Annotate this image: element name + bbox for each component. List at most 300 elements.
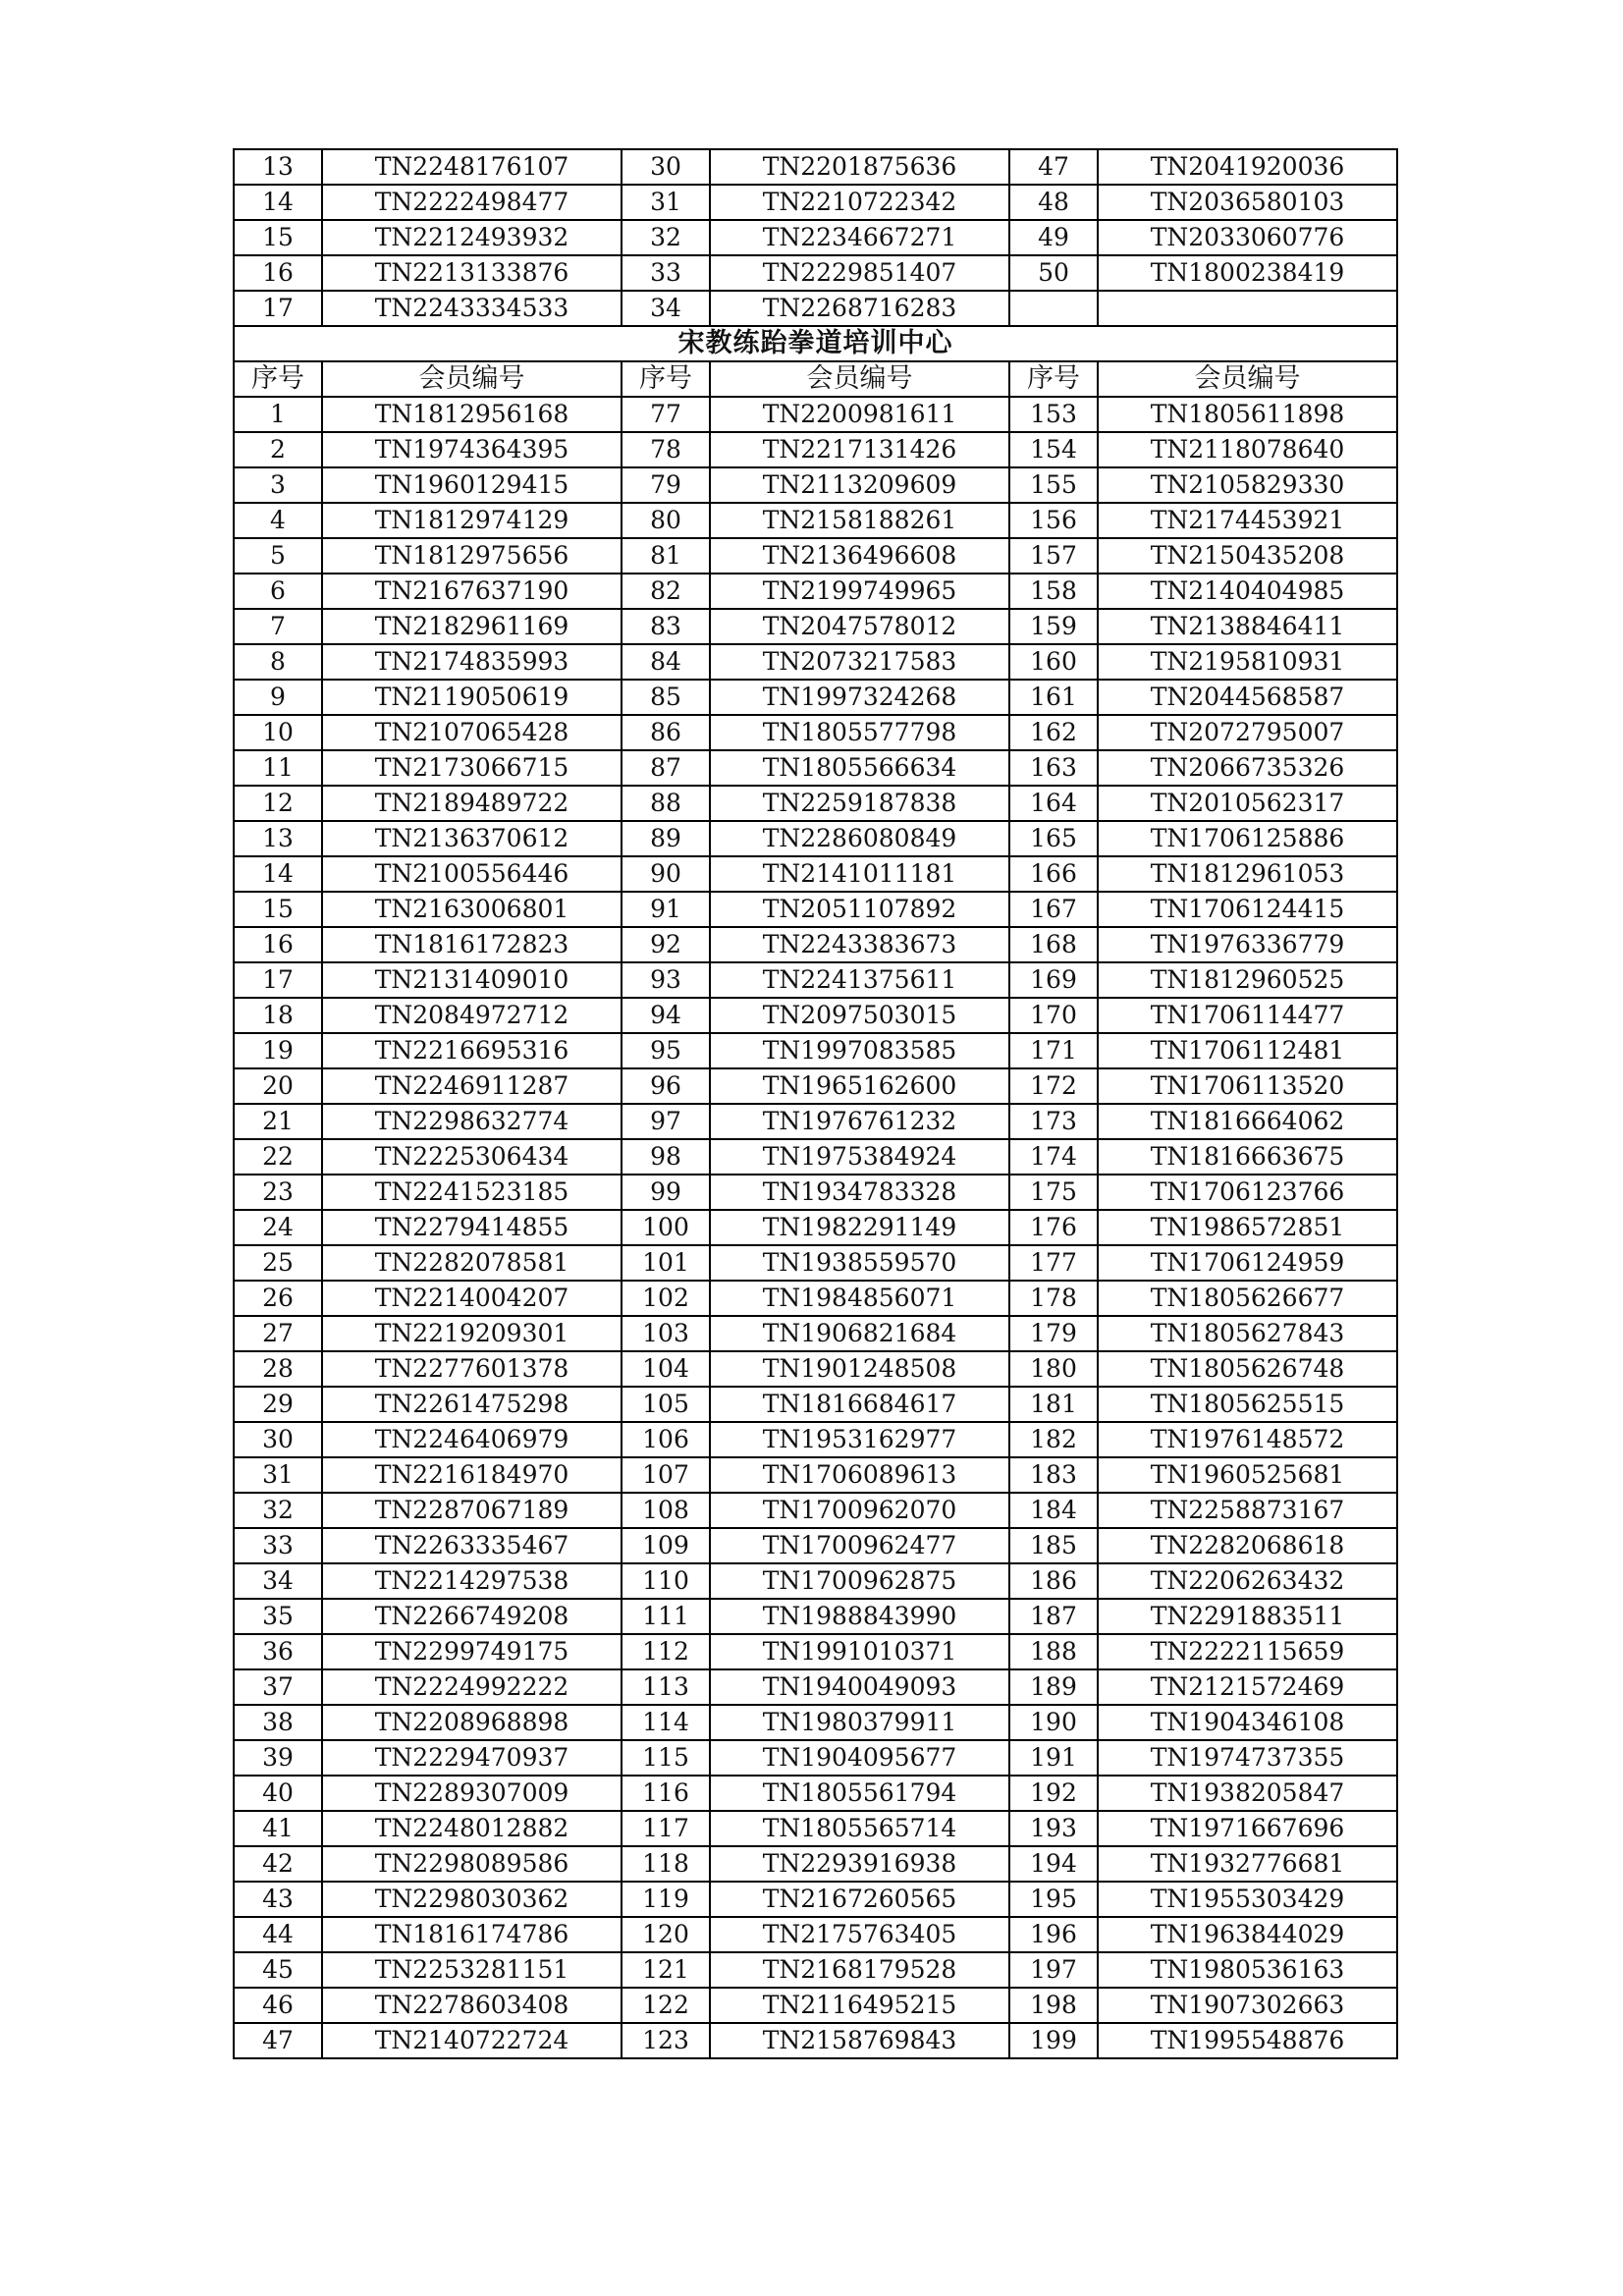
seq-cell: 16	[234, 927, 322, 962]
member-id-cell: TN2118078640	[1098, 432, 1397, 467]
seq-cell: 38	[234, 1705, 322, 1740]
member-id-cell: TN2010562317	[1098, 786, 1397, 821]
member-id-cell: TN1816664062	[1098, 1104, 1397, 1139]
member-id-cell: TN2253281151	[322, 1952, 622, 1988]
seq-cell: 107	[622, 1457, 710, 1493]
table-row	[234, 185, 1397, 220]
seq-cell: 18	[234, 998, 322, 1033]
seq-cell: 187	[1009, 1599, 1098, 1634]
seq-cell: 175	[1009, 1175, 1098, 1210]
table-row	[234, 998, 1397, 1033]
seq-cell: 78	[622, 432, 710, 467]
member-id-cell: TN2138846411	[1098, 609, 1397, 644]
member-id-cell: TN2243334533	[322, 291, 622, 326]
seq-cell: 50	[1009, 255, 1098, 291]
member-id-cell: TN2225306434	[322, 1139, 622, 1175]
table-row	[234, 1104, 1397, 1139]
member-id-cell: TN2266749208	[322, 1599, 622, 1634]
member-id-cell: TN1984856071	[710, 1281, 1009, 1316]
seq-cell: 106	[622, 1422, 710, 1457]
table-row	[234, 1175, 1397, 1210]
table-row	[234, 680, 1397, 715]
seq-cell: 2	[234, 432, 322, 467]
seq-cell: 88	[622, 786, 710, 821]
member-id-cell: TN1805625515	[1098, 1387, 1397, 1422]
seq-cell: 198	[1009, 1988, 1098, 2023]
seq-cell: 116	[622, 1776, 710, 1811]
table-row	[234, 1952, 1397, 1988]
member-id-cell: TN2229470937	[322, 1740, 622, 1776]
seq-cell: 41	[234, 1811, 322, 1846]
member-id-cell: TN2073217583	[710, 644, 1009, 680]
table-row	[234, 1669, 1397, 1705]
table-row	[234, 220, 1397, 255]
member-id-cell: TN2121572469	[1098, 1669, 1397, 1705]
member-id-cell: TN2277601378	[322, 1351, 622, 1387]
member-id-cell: TN1938205847	[1098, 1776, 1397, 1811]
table-row	[234, 1068, 1397, 1104]
member-id-cell: TN1706123766	[1098, 1175, 1397, 1210]
table-row	[234, 538, 1397, 574]
seq-cell: 15	[234, 892, 322, 927]
member-id-cell: TN2210722342	[710, 185, 1009, 220]
member-id-cell: TN1976761232	[710, 1104, 1009, 1139]
member-id-cell: TN2150435208	[1098, 538, 1397, 574]
seq-cell: 43	[234, 1882, 322, 1917]
seq-cell: 87	[622, 750, 710, 786]
seq-cell: 5	[234, 538, 322, 574]
table-row	[234, 503, 1397, 538]
seq-cell: 122	[622, 1988, 710, 2023]
member-id-cell: TN1805611898	[1098, 397, 1397, 432]
seq-cell: 157	[1009, 538, 1098, 574]
seq-cell: 83	[622, 609, 710, 644]
seq-cell: 178	[1009, 1281, 1098, 1316]
seq-cell: 103	[622, 1316, 710, 1351]
member-id-cell: TN1706124959	[1098, 1245, 1397, 1281]
table-row	[234, 397, 1397, 432]
seq-cell: 112	[622, 1634, 710, 1669]
member-id-cell: TN1816663675	[1098, 1139, 1397, 1175]
section-title: 宋教练跆拳道培训中心	[234, 326, 1397, 361]
table-row	[234, 1988, 1397, 2023]
member-id-cell: TN1904095677	[710, 1740, 1009, 1776]
member-id-cell: TN1975384924	[710, 1139, 1009, 1175]
member-id-cell: TN1960525681	[1098, 1457, 1397, 1493]
seq-cell: 3	[234, 467, 322, 503]
table-row	[234, 821, 1397, 856]
table-row	[234, 574, 1397, 609]
seq-cell: 30	[234, 1422, 322, 1457]
seq-cell: 167	[1009, 892, 1098, 927]
member-id-cell: TN1805561794	[710, 1776, 1009, 1811]
seq-cell: 153	[1009, 397, 1098, 432]
member-id-cell: TN2168179528	[710, 1952, 1009, 1988]
section-rows	[234, 397, 1397, 2058]
seq-cell: 179	[1009, 1316, 1098, 1351]
seq-cell: 172	[1009, 1068, 1098, 1104]
seq-cell: 177	[1009, 1245, 1098, 1281]
member-id-cell: TN1988843990	[710, 1599, 1009, 1634]
member-id-cell: TN2263335467	[322, 1528, 622, 1563]
member-id-cell: TN2246911287	[322, 1068, 622, 1104]
member-id-cell: TN1976336779	[1098, 927, 1397, 962]
member-id-cell: TN1805566634	[710, 750, 1009, 786]
member-id-cell: TN2097503015	[710, 998, 1009, 1033]
seq-cell: 82	[622, 574, 710, 609]
seq-cell: 183	[1009, 1457, 1098, 1493]
header-member-id: 会员编号	[322, 361, 622, 397]
member-id-cell: TN2286080849	[710, 821, 1009, 856]
seq-cell: 99	[622, 1175, 710, 1210]
member-id-cell: TN2136496608	[710, 538, 1009, 574]
table-row	[234, 432, 1397, 467]
member-id-cell: TN2298089586	[322, 1846, 622, 1882]
seq-cell: 28	[234, 1351, 322, 1387]
seq-cell: 181	[1009, 1387, 1098, 1422]
seq-cell: 27	[234, 1316, 322, 1351]
member-id-cell: TN2289307009	[322, 1776, 622, 1811]
table-row	[234, 644, 1397, 680]
member-id-cell: TN1907302663	[1098, 1988, 1397, 2023]
seq-cell: 4	[234, 503, 322, 538]
member-id-cell: TN1800238419	[1098, 255, 1397, 291]
member-id-cell: TN2224992222	[322, 1669, 622, 1705]
seq-cell: 156	[1009, 503, 1098, 538]
member-id-cell: TN1700962070	[710, 1493, 1009, 1528]
seq-cell: 17	[234, 962, 322, 998]
table-row	[234, 1599, 1397, 1634]
member-id-cell: TN2241375611	[710, 962, 1009, 998]
member-id-cell: TN2163006801	[322, 892, 622, 927]
member-id-cell: TN2298632774	[322, 1104, 622, 1139]
member-id-cell: TN1901248508	[710, 1351, 1009, 1387]
member-id-cell: TN1706124415	[1098, 892, 1397, 927]
table-row	[234, 291, 1397, 326]
table-row	[234, 609, 1397, 644]
member-id-cell: TN2047578012	[710, 609, 1009, 644]
header-seq: 序号	[234, 361, 322, 397]
member-id-cell: TN2217131426	[710, 432, 1009, 467]
table-row	[234, 715, 1397, 750]
seq-cell: 115	[622, 1740, 710, 1776]
member-id-cell: TN2248176107	[322, 149, 622, 185]
member-id-cell: TN2222498477	[322, 185, 622, 220]
seq-cell: 45	[234, 1952, 322, 1988]
seq-cell: 98	[622, 1139, 710, 1175]
member-id-cell: TN1706114477	[1098, 998, 1397, 1033]
seq-cell: 47	[234, 2023, 322, 2058]
member-id-cell: TN2199749965	[710, 574, 1009, 609]
seq-cell: 114	[622, 1705, 710, 1740]
member-id-cell: TN1706125886	[1098, 821, 1397, 856]
member-id-cell: TN1816172823	[322, 927, 622, 962]
member-id-cell: TN2167260565	[710, 1882, 1009, 1917]
seq-cell: 25	[234, 1245, 322, 1281]
seq-cell: 14	[234, 185, 322, 220]
member-id-cell: TN1932776681	[1098, 1846, 1397, 1882]
header-seq: 序号	[622, 361, 710, 397]
seq-cell: 155	[1009, 467, 1098, 503]
member-id-cell: TN1971667696	[1098, 1811, 1397, 1846]
seq-cell: 120	[622, 1917, 710, 1952]
seq-cell	[1009, 291, 1098, 326]
member-id-cell: TN1991010371	[710, 1634, 1009, 1669]
seq-cell: 19	[234, 1033, 322, 1068]
table-row	[234, 1882, 1397, 1917]
seq-cell: 7	[234, 609, 322, 644]
member-id-cell: TN2174453921	[1098, 503, 1397, 538]
table-row	[234, 255, 1397, 291]
seq-cell: 105	[622, 1387, 710, 1422]
header-member-id: 会员编号	[710, 361, 1009, 397]
member-id-cell: TN2033060776	[1098, 220, 1397, 255]
seq-cell: 171	[1009, 1033, 1098, 1068]
seq-cell: 196	[1009, 1917, 1098, 1952]
seq-cell: 104	[622, 1351, 710, 1387]
seq-cell: 97	[622, 1104, 710, 1139]
member-id-cell: TN2212493932	[322, 220, 622, 255]
table-row	[234, 1563, 1397, 1599]
seq-cell: 8	[234, 644, 322, 680]
seq-cell: 26	[234, 1281, 322, 1316]
member-id-cell: TN2243383673	[710, 927, 1009, 962]
member-id-cell: TN2291883511	[1098, 1599, 1397, 1634]
member-id-cell: TN1997324268	[710, 680, 1009, 715]
seq-cell: 32	[622, 220, 710, 255]
seq-cell: 24	[234, 1210, 322, 1245]
seq-cell: 33	[622, 255, 710, 291]
member-id-cell: TN1934783328	[710, 1175, 1009, 1210]
member-id-cell: TN2219209301	[322, 1316, 622, 1351]
member-id-cell: TN1706089613	[710, 1457, 1009, 1493]
seq-cell: 86	[622, 715, 710, 750]
member-id-cell: TN2066735326	[1098, 750, 1397, 786]
member-id-cell: TN2072795007	[1098, 715, 1397, 750]
member-id-cell: TN2268716283	[710, 291, 1009, 326]
table-row	[234, 786, 1397, 821]
seq-cell: 1	[234, 397, 322, 432]
seq-cell: 96	[622, 1068, 710, 1104]
member-id-cell: TN2216695316	[322, 1033, 622, 1068]
member-id-cell: TN2299749175	[322, 1634, 622, 1669]
seq-cell: 36	[234, 1634, 322, 1669]
seq-cell: 21	[234, 1104, 322, 1139]
member-id-cell: TN2246406979	[322, 1422, 622, 1457]
member-id-cell: TN2113209609	[710, 467, 1009, 503]
member-id-cell: TN1805626677	[1098, 1281, 1397, 1316]
table-row	[234, 1139, 1397, 1175]
seq-cell: 42	[234, 1846, 322, 1882]
member-id-cell: TN2036580103	[1098, 185, 1397, 220]
table-row	[234, 1351, 1397, 1387]
section-title-row	[234, 326, 1397, 361]
seq-cell: 193	[1009, 1811, 1098, 1846]
seq-cell: 110	[622, 1563, 710, 1599]
member-id-cell: TN1995548876	[1098, 2023, 1397, 2058]
member-id-cell: TN1812960525	[1098, 962, 1397, 998]
seq-cell: 154	[1009, 432, 1098, 467]
table-row	[234, 927, 1397, 962]
member-id-cell: TN1980379911	[710, 1705, 1009, 1740]
member-id-cell: TN1812975656	[322, 538, 622, 574]
member-id-cell: TN2041920036	[1098, 149, 1397, 185]
table-row	[234, 1528, 1397, 1563]
seq-cell: 14	[234, 856, 322, 892]
seq-cell: 109	[622, 1528, 710, 1563]
seq-cell: 40	[234, 1776, 322, 1811]
member-id-cell: TN2131409010	[322, 962, 622, 998]
member-id-cell: TN2293916938	[710, 1846, 1009, 1882]
seq-cell: 101	[622, 1245, 710, 1281]
member-id-cell: TN1805626748	[1098, 1351, 1397, 1387]
seq-cell: 165	[1009, 821, 1098, 856]
member-id-cell: TN2214004207	[322, 1281, 622, 1316]
seq-cell: 180	[1009, 1351, 1098, 1387]
seq-cell: 102	[622, 1281, 710, 1316]
member-id-cell: TN1706112481	[1098, 1033, 1397, 1068]
member-id-cell: TN2182961169	[322, 609, 622, 644]
seq-cell: 34	[234, 1563, 322, 1599]
member-id-cell: TN1700962875	[710, 1563, 1009, 1599]
table-row	[234, 1457, 1397, 1493]
seq-cell: 29	[234, 1387, 322, 1422]
member-id-cell: TN2136370612	[322, 821, 622, 856]
seq-cell: 31	[234, 1457, 322, 1493]
seq-cell: 23	[234, 1175, 322, 1210]
seq-cell: 46	[234, 1988, 322, 2023]
member-id-cell: TN2216184970	[322, 1457, 622, 1493]
seq-cell: 33	[234, 1528, 322, 1563]
member-id-cell: TN2298030362	[322, 1882, 622, 1917]
table-row	[234, 892, 1397, 927]
member-id-cell: TN2282078581	[322, 1245, 622, 1281]
member-id-cell: TN2229851407	[710, 255, 1009, 291]
member-id-cell: TN2279414855	[322, 1210, 622, 1245]
member-id-cell: TN1812956168	[322, 397, 622, 432]
member-id-cell	[1098, 291, 1397, 326]
member-id-cell: TN2234667271	[710, 220, 1009, 255]
member-id-cell: TN1965162600	[710, 1068, 1009, 1104]
member-id-cell: TN2261475298	[322, 1387, 622, 1422]
table-row	[234, 962, 1397, 998]
seq-cell: 10	[234, 715, 322, 750]
table-row	[234, 1776, 1397, 1811]
seq-cell: 22	[234, 1139, 322, 1175]
table-row	[234, 1634, 1397, 1669]
seq-cell: 168	[1009, 927, 1098, 962]
member-id-cell: TN2222115659	[1098, 1634, 1397, 1669]
member-id-cell: TN2167637190	[322, 574, 622, 609]
member-id-cell: TN1980536163	[1098, 1952, 1397, 1988]
seq-cell: 13	[234, 149, 322, 185]
seq-cell: 94	[622, 998, 710, 1033]
member-id-cell: TN2195810931	[1098, 644, 1397, 680]
seq-cell: 20	[234, 1068, 322, 1104]
member-id-cell: TN2044568587	[1098, 680, 1397, 715]
member-id-cell: TN1938559570	[710, 1245, 1009, 1281]
member-id-cell: TN2258873167	[1098, 1493, 1397, 1528]
seq-cell: 117	[622, 1811, 710, 1846]
seq-cell: 30	[622, 149, 710, 185]
member-id-cell: TN2084972712	[322, 998, 622, 1033]
member-id-cell: TN1997083585	[710, 1033, 1009, 1068]
member-id-cell: TN1700962477	[710, 1528, 1009, 1563]
member-id-cell: TN2174835993	[322, 644, 622, 680]
member-id-cell: TN1812961053	[1098, 856, 1397, 892]
member-id-cell: TN1805577798	[710, 715, 1009, 750]
seq-cell: 182	[1009, 1422, 1098, 1457]
seq-cell: 194	[1009, 1846, 1098, 1882]
table-row	[234, 1210, 1397, 1245]
member-id-cell: TN2100556446	[322, 856, 622, 892]
member-id-cell: TN2214297538	[322, 1563, 622, 1599]
seq-cell: 37	[234, 1669, 322, 1705]
member-id-cell: TN2278603408	[322, 1988, 622, 2023]
member-id-cell: TN2282068618	[1098, 1528, 1397, 1563]
seq-cell: 16	[234, 255, 322, 291]
member-id-cell: TN2213133876	[322, 255, 622, 291]
table-row	[234, 1245, 1397, 1281]
seq-cell: 197	[1009, 1952, 1098, 1988]
seq-cell: 108	[622, 1493, 710, 1528]
seq-cell: 35	[234, 1599, 322, 1634]
member-id-cell: TN1706113520	[1098, 1068, 1397, 1104]
seq-cell: 159	[1009, 609, 1098, 644]
member-id-cell: TN1904346108	[1098, 1705, 1397, 1740]
seq-cell: 84	[622, 644, 710, 680]
seq-cell: 91	[622, 892, 710, 927]
member-id-cell: TN1960129415	[322, 467, 622, 503]
member-id-cell: TN2051107892	[710, 892, 1009, 927]
seq-cell: 9	[234, 680, 322, 715]
seq-cell: 85	[622, 680, 710, 715]
member-id-cell: TN2206263432	[1098, 1563, 1397, 1599]
header-row	[234, 361, 1397, 397]
table-row	[234, 750, 1397, 786]
table-row	[234, 149, 1397, 185]
member-id-cell: TN2107065428	[322, 715, 622, 750]
table-row	[234, 1281, 1397, 1316]
seq-cell: 12	[234, 786, 322, 821]
seq-cell: 111	[622, 1599, 710, 1634]
member-id-cell: TN2208968898	[322, 1705, 622, 1740]
member-id-cell: TN1986572851	[1098, 1210, 1397, 1245]
header-seq: 序号	[1009, 361, 1098, 397]
member-id-cell: TN2175763405	[710, 1917, 1009, 1952]
table-row	[234, 1033, 1397, 1068]
seq-cell: 199	[1009, 2023, 1098, 2058]
member-id-cell: TN2141011181	[710, 856, 1009, 892]
seq-cell: 90	[622, 856, 710, 892]
table-row	[234, 1422, 1397, 1457]
table-row	[234, 1917, 1397, 1952]
seq-cell: 188	[1009, 1634, 1098, 1669]
seq-cell: 92	[622, 927, 710, 962]
table-row	[234, 1705, 1397, 1740]
member-id-cell: TN1812974129	[322, 503, 622, 538]
seq-cell: 49	[1009, 220, 1098, 255]
member-id-cell: TN2140722724	[322, 2023, 622, 2058]
seq-cell: 163	[1009, 750, 1098, 786]
member-id-cell: TN2158188261	[710, 503, 1009, 538]
member-id-cell: TN2241523185	[322, 1175, 622, 1210]
seq-cell: 164	[1009, 786, 1098, 821]
seq-cell: 6	[234, 574, 322, 609]
seq-cell: 39	[234, 1740, 322, 1776]
seq-cell: 169	[1009, 962, 1098, 998]
seq-cell: 170	[1009, 998, 1098, 1033]
